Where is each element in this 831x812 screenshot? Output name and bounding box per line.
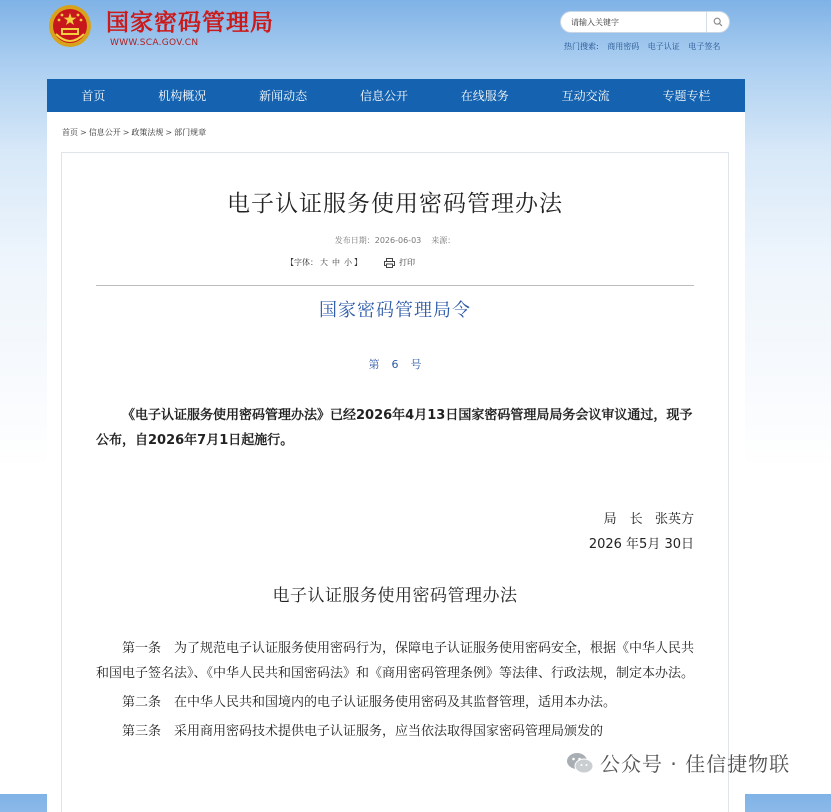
print-button[interactable]	[384, 257, 415, 268]
breadcrumb	[62, 127, 206, 138]
font-size-large[interactable]: 大	[320, 258, 328, 267]
article-title: 电子认证服务使用密码管理办法	[227, 191, 563, 217]
signature-block	[96, 507, 694, 557]
breadcrumb-disclosure[interactable]: 信息公开	[88, 128, 121, 137]
sign-date: 2026 年5月 30日	[588, 537, 694, 552]
signer-name: 张英方	[654, 512, 694, 527]
breadcrumb-separator: >	[165, 128, 173, 137]
font-size-label: 【字体：	[286, 258, 318, 267]
law-articles	[96, 636, 694, 748]
nav-about[interactable]: 机构概况	[158, 89, 207, 103]
signer-title: 局 长	[603, 512, 643, 527]
decree-number-prefix: 第	[368, 358, 380, 371]
decree-number-suffix: 号	[410, 358, 422, 371]
breadcrumb-separator: >	[122, 128, 130, 137]
search-button[interactable]	[706, 12, 729, 32]
law-article: 第二条 在中华人民共和国境内的电子认证服务使用密码及其监督管理，适用本办法。	[122, 695, 617, 710]
hot-link-e-certification[interactable]: 电子认证	[647, 42, 680, 51]
font-size-small[interactable]: 小	[344, 258, 352, 267]
law-article: 第一条 为了规范电子认证服务使用密码行为，保障电子认证服务使用密码安全，根据《中华人民共和国电子签名法》、《中华人民共和国密码法》和《商用密码管理条例》等法律、行政法规，制定本办法。	[96, 641, 695, 681]
nav-interaction[interactable]: 互动交流	[561, 89, 610, 103]
search-icon	[713, 17, 723, 27]
wechat-watermark	[566, 748, 790, 777]
decree-number-value: 6	[391, 358, 399, 371]
decree-title: 国家密码管理局令	[319, 300, 471, 321]
breadcrumb-separator: >	[80, 128, 87, 137]
font-size-medium[interactable]: 中	[332, 258, 340, 267]
hot-link-commercial-crypto[interactable]: 商用密码	[607, 42, 640, 51]
article	[61, 152, 729, 812]
title-divider	[96, 285, 694, 286]
hot-search-label: 热门搜索:	[564, 42, 599, 51]
wechat-icon	[566, 752, 594, 774]
article-tools	[286, 257, 415, 268]
decree-number	[62, 356, 728, 372]
search-input[interactable]	[571, 14, 701, 30]
nav-disclosure[interactable]: 信息公开	[359, 89, 408, 103]
law-article: 第三条 采用商用密码技术提供电子认证服务，应当依法取得国家密码管理局颁发的	[122, 724, 604, 739]
font-size-close: 】	[354, 258, 362, 267]
source-label: 来源：	[431, 236, 456, 245]
nav-online-service[interactable]: 在线服务	[460, 89, 509, 103]
article-meta	[62, 235, 728, 246]
law-title: 电子认证服务使用密码管理办法	[272, 586, 518, 606]
nav-special-topics[interactable]: 专题专栏	[662, 89, 711, 103]
print-label: 打印	[399, 258, 415, 267]
nav-home[interactable]: 首页	[81, 89, 106, 103]
announcement-paragraph: 《电子认证服务使用密码管理办法》已经2026年4月13日国家密码管理局局务会议审议通过，现予公布，自2026年7月1日起施行。	[96, 408, 693, 448]
search-box	[560, 11, 730, 33]
site-title[interactable]: 国家密码管理局	[106, 10, 274, 36]
content-panel	[47, 112, 745, 812]
watermark-text: 公众号 · 佳信捷物联	[600, 752, 791, 776]
breadcrumb-policy[interactable]: 政策法规	[131, 128, 164, 137]
nav-news[interactable]: 新闻动态	[259, 89, 308, 103]
site-header	[0, 0, 831, 80]
hot-link-e-signature[interactable]: 电子签名	[688, 42, 721, 51]
breadcrumb-rules[interactable]: 部门规章	[174, 128, 207, 137]
printer-icon	[384, 258, 395, 268]
publish-date: 2026-06-03	[374, 236, 422, 245]
site-url: WWW.SCA.GOV.CN	[110, 38, 199, 48]
hot-search	[564, 41, 726, 52]
main-nav	[47, 79, 745, 112]
publish-label: 发布日期：	[334, 236, 375, 245]
breadcrumb-home[interactable]: 首页	[62, 128, 78, 137]
national-emblem-icon[interactable]	[48, 4, 92, 48]
